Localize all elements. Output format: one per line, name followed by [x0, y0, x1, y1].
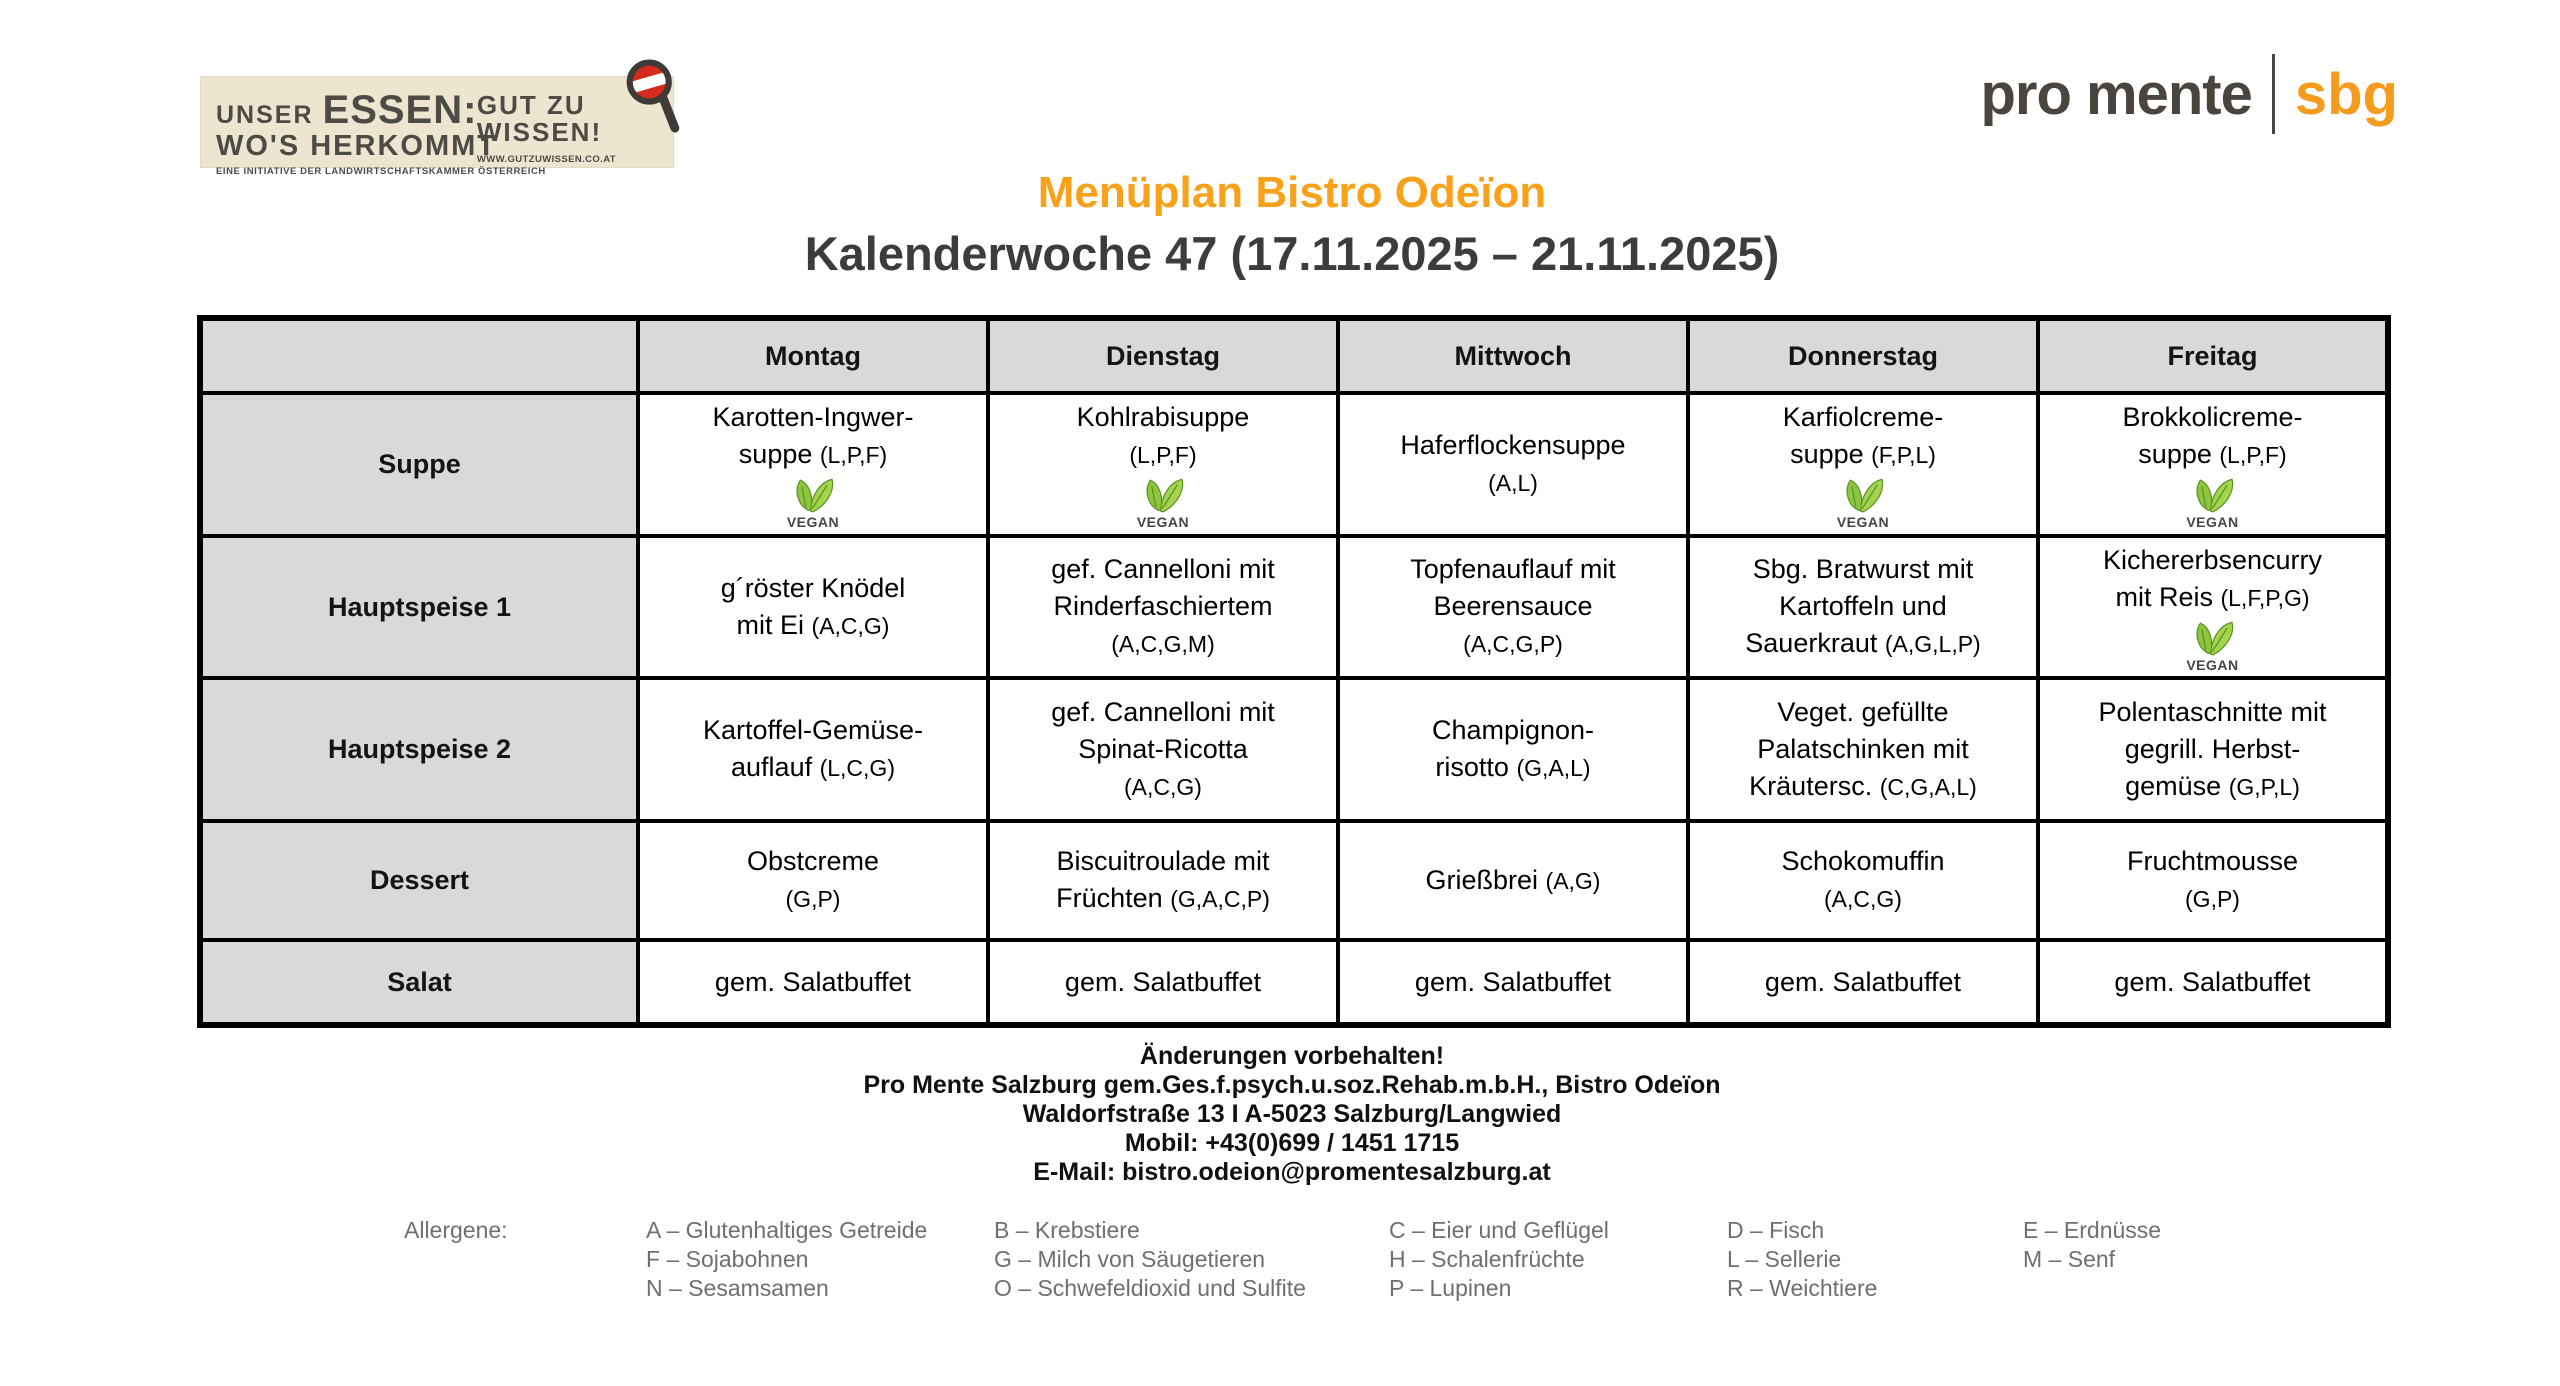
day-header-mittwoch: Mittwoch — [1338, 318, 1688, 393]
cell-salat-mittwoch: gem. Salatbuffet — [1338, 940, 1688, 1025]
vegan-icon: VEGAN — [2046, 620, 2379, 673]
footer-address: Waldorfstraße 13 I A-5023 Salzburg/Langwied — [1022, 1100, 1562, 1128]
row-label-salat: Salat — [200, 940, 638, 1025]
logo-subline: EINE INITIATIVE DER LANDWIRTSCHAFTSKAMMER ÖSTERREICH — [216, 166, 546, 178]
legend-column-2: B – Krebstiere G – Milch von Säugetieren O – Schwefeldioxid und Sulfite — [994, 1217, 1306, 1301]
footer-contact-block — [197, 1042, 2387, 1187]
corner-cell — [200, 318, 638, 393]
cell-dessert-donnerstag: Schokomuffin (A,C,G) — [1688, 821, 2038, 940]
legend-column-4: D – Fisch L – Sellerie R – Weichtiere — [1727, 1217, 1878, 1301]
cell-dessert-dienstag: Biscuitroulade mit Früchten (G,A,C,P) — [988, 821, 1338, 940]
row-label-hauptspeise-1: Hauptspeise 1 — [200, 536, 638, 678]
page-title: Menüplan Bistro Odeïon — [1037, 168, 1547, 217]
cell-suppe-montag: Karotten-Ingwer- suppe (L,P,F) VEGAN — [638, 393, 988, 536]
vegan-icon: VEGAN — [1696, 477, 2030, 530]
brand-divider — [2272, 54, 2275, 134]
cell-salat-dienstag: gem. Salatbuffet — [988, 940, 1338, 1025]
cell-suppe-donnerstag: Karfiolcreme- suppe (F,P,L) VEGAN — [1688, 393, 2038, 536]
footer-note: Änderungen vorbehalten! — [1139, 1042, 1445, 1070]
cell-h2-freitag: Polentaschnitte mit gegrill. Herbst- gemüse (G,P,L) — [2038, 678, 2388, 821]
cell-salat-freitag: gem. Salatbuffet — [2038, 940, 2388, 1025]
cell-dessert-freitag: Fruchtmousse (G,P) — [2038, 821, 2388, 940]
cell-suppe-dienstag: Kohlrabisuppe (L,P,F) VEGAN — [988, 393, 1338, 536]
cell-dessert-mittwoch: Grießbrei (A,G) — [1338, 821, 1688, 940]
cell-suppe-mittwoch: Haferflockensuppe (A,L) — [1338, 393, 1688, 536]
brand-region: sbg — [2294, 61, 2398, 127]
page-subtitle: Kalenderwoche 47 (17.11.2025 – 21.11.2025) — [804, 227, 1780, 280]
footer-phone: Mobil: +43(0)699 / 1451 1715 — [1124, 1129, 1460, 1157]
day-header-donnerstag: Donnerstag — [1688, 318, 2038, 393]
footer-email: E-Mail: bistro.odeion@promentesalzburg.at — [1033, 1158, 1551, 1186]
row-label-suppe: Suppe — [200, 393, 638, 536]
logo-word-unser: UNSER — [216, 101, 314, 129]
day-header-dienstag: Dienstag — [988, 318, 1338, 393]
footer-company: Pro Mente Salzburg gem.Ges.f.psych.u.soz.Rehab.m.b.H., Bistro Odeïon — [863, 1071, 1721, 1099]
magnifier-flag-icon — [620, 56, 682, 140]
cell-h2-dienstag: gef. Cannelloni mit Spinat-Ricotta (A,C,G) — [988, 678, 1338, 821]
vegan-icon: VEGAN — [2046, 477, 2379, 530]
row-label-hauptspeise-2: Hauptspeise 2 — [200, 678, 638, 821]
menu-table — [197, 315, 2391, 1028]
cell-h1-mittwoch: Topfenauflauf mit Beerensauce (A,C,G,P) — [1338, 536, 1688, 678]
gutzuwissen-url: WWW.GUTZUWISSEN.CO.AT — [476, 153, 616, 165]
row-suppe — [200, 393, 2388, 536]
initiative-logo — [200, 76, 674, 178]
day-header-montag: Montag — [638, 318, 988, 393]
gut-zu-wissen-block — [477, 92, 616, 165]
cell-h1-freitag: Kichererbsencurry mit Reis (L,F,P,G) VEGAN — [2038, 536, 2388, 678]
legend-column-1: A – Glutenhaltiges Getreide F – Sojabohnen N – Sesamsamen — [646, 1217, 928, 1301]
vegan-icon: VEGAN — [996, 477, 1330, 530]
legend-column-3: C – Eier und Geflügel H – Schalenfrüchte P – Lupinen — [1389, 1217, 1609, 1301]
vegan-icon: VEGAN — [646, 477, 980, 530]
row-dessert — [200, 821, 2388, 940]
cell-h1-dienstag: gef. Cannelloni mit Rinderfaschiertem (A,C,G,M) — [988, 536, 1338, 678]
pro-mente-logo — [1981, 52, 2399, 136]
brand-name: pro mente — [1980, 61, 2252, 127]
cell-salat-donnerstag: gem. Salatbuffet — [1688, 940, 2038, 1025]
gut-zu-label: GUT ZU — [476, 90, 586, 120]
cell-h2-mittwoch: Champignon- risotto (G,A,L) — [1338, 678, 1688, 821]
row-hauptspeise-1 — [200, 536, 2388, 678]
wissen-label: WISSEN! — [476, 117, 603, 148]
cell-h2-montag: Kartoffel-Gemüse- auflauf (L,C,G) — [638, 678, 988, 821]
cell-h2-donnerstag: Veget. gefüllte Palatschinken mit Kräutersc. (C,G,A,L) — [1688, 678, 2038, 821]
logo-word-herkommt: WO'S HERKOMMT — [216, 130, 497, 162]
logo-word-essen: ESSEN: — [322, 88, 478, 132]
day-header-freitag: Freitag — [2038, 318, 2388, 393]
allergen-legend — [0, 1216, 2560, 1326]
cell-h1-montag: g´röster Knödel mit Ei (A,C,G) — [638, 536, 988, 678]
cell-dessert-montag: Obstcreme (G,P) — [638, 821, 988, 940]
row-salat — [200, 940, 2388, 1025]
cell-suppe-freitag: Brokkolicreme- suppe (L,P,F) VEGAN — [2038, 393, 2388, 536]
row-label-dessert: Dessert — [200, 821, 638, 940]
table-header-row — [200, 318, 2388, 393]
row-hauptspeise-2 — [200, 678, 2388, 821]
cell-salat-montag: gem. Salatbuffet — [638, 940, 988, 1025]
cell-h1-donnerstag: Sbg. Bratwurst mit Kartoffeln und Sauerkraut (A,G,L,P) — [1688, 536, 2038, 678]
legend-column-5: E – Erdnüsse M – Senf — [2023, 1217, 2162, 1272]
allergen-legend-label: Allergene: — [404, 1217, 508, 1243]
